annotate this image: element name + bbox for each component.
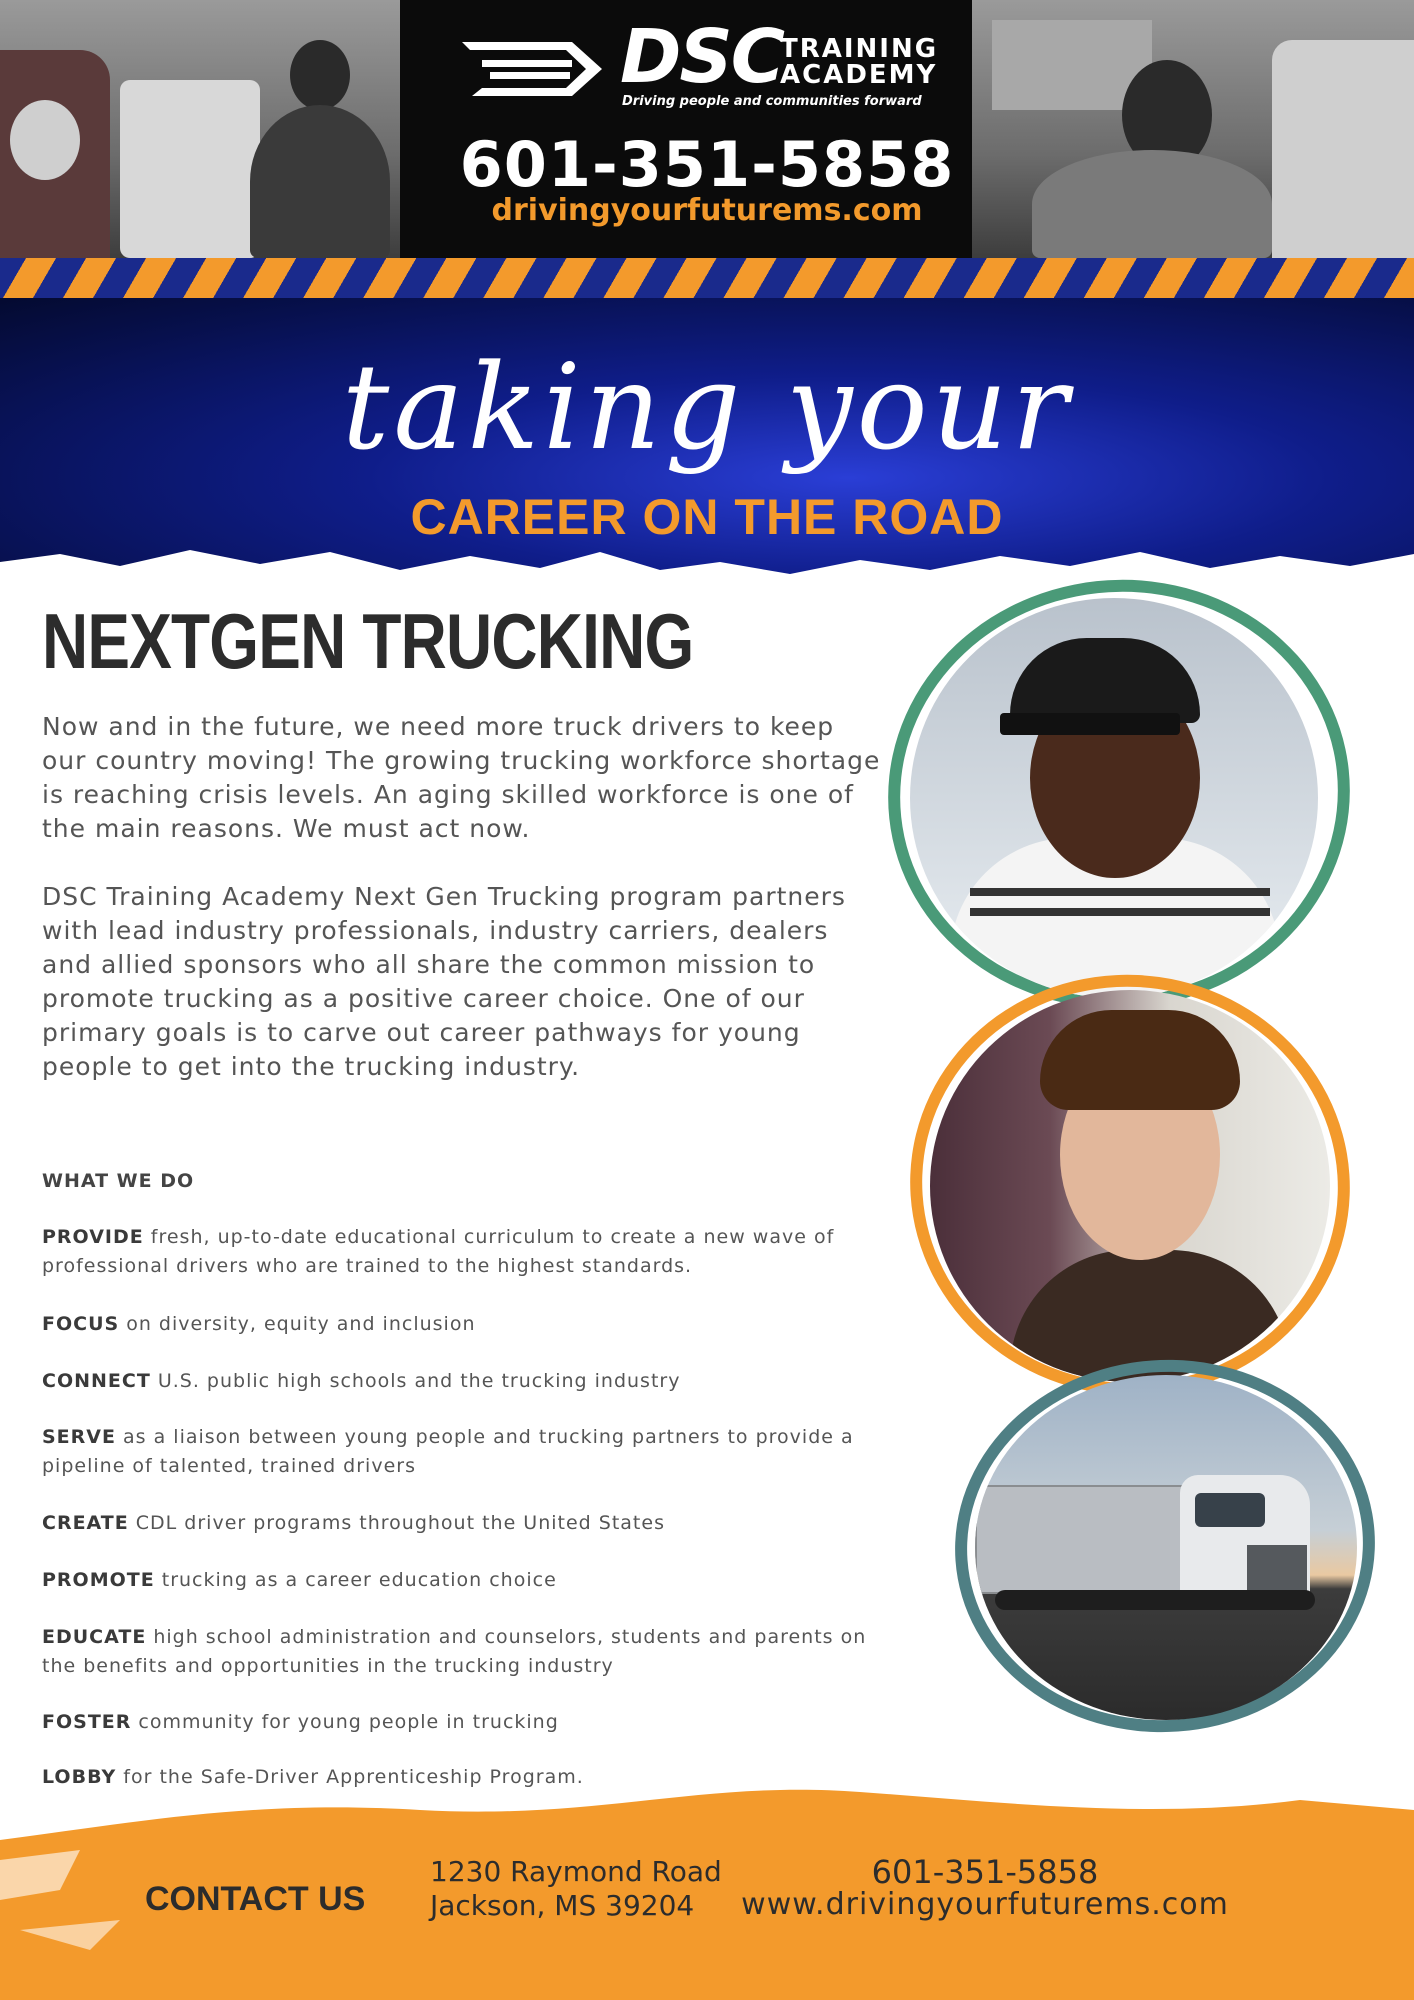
list-item-text: high school administration and counselors, students and parents on the benefits and opportunities in the trucking industry [42, 1626, 867, 1677]
shirt-stripe [970, 888, 1270, 896]
logo-training-word: TRAINING [780, 34, 939, 64]
list-item [42, 1708, 902, 1737]
list-item-text: trucking as a career education choice [154, 1569, 557, 1591]
young-man-cap-photo [910, 598, 1318, 998]
list-item-keyword: EDUCATE [42, 1626, 147, 1648]
banner-script-text: taking your [341, 338, 1073, 476]
list-item [42, 1623, 902, 1681]
list-item-keyword: PROMOTE [42, 1569, 155, 1591]
curly-hair-shape [1040, 1010, 1240, 1110]
list-item-keyword: FOCUS [42, 1313, 120, 1335]
list-item [42, 1367, 902, 1396]
banner-subtitle: CAREER ON THE ROAD [410, 489, 1004, 545]
list-item-keyword: CREATE [42, 1512, 129, 1534]
list-item-text: U.S. public high schools and the trucking industry [150, 1370, 681, 1392]
program-paragraph: DSC Training Academy Next Gen Trucking program partners with lead industry professionals, industry carriers, dealers and allied sponsors who all share the common mission to promote trucking as a positive career choice. One of our primary goals is to carve out career pathways for young people to get into the trucking industry. [42, 882, 846, 1081]
header-phone[interactable]: 601-351-5858 [459, 128, 955, 201]
cap-brim-shape [1000, 713, 1180, 735]
logo-academy-text [780, 36, 938, 88]
list-item [42, 1310, 902, 1339]
young-man-curly-photo [930, 990, 1330, 1382]
page-title: NEXTGEN TRUCKING [42, 597, 694, 685]
header-url[interactable]: drivingyourfuturems.com [491, 193, 923, 228]
list-item-keyword: CONNECT [42, 1370, 151, 1392]
list-item [42, 1223, 902, 1281]
list-item-text: on diversity, equity and inclusion [119, 1313, 476, 1335]
footer-url[interactable]: www.drivingyourfuturems.com [741, 1887, 1229, 1922]
black-cap-shape [1010, 638, 1200, 723]
what-we-do-heading: WHAT WE DO [42, 1170, 195, 1192]
shirt-stripe [970, 908, 1270, 916]
logo-dsc-text: DSC [620, 14, 784, 100]
header-banner [0, 0, 1414, 258]
list-item-text: CDL driver programs throughout the United States [128, 1512, 665, 1534]
list-item-text: community for young people in trucking [131, 1711, 559, 1733]
list-item [42, 1423, 902, 1481]
footer-phone[interactable]: 601-351-5858 [871, 1853, 1099, 1891]
grille-shape [1247, 1545, 1307, 1593]
list-item [42, 1566, 902, 1595]
list-item-keyword: FOSTER [42, 1711, 132, 1733]
intro-paragraph: Now and in the future, we need more truck drivers to keep our country moving! The growing trucking workforce shortage is reaching crisis levels. An aging skilled workforce is one of the main reasons. We must act now. [42, 712, 881, 843]
dsc-logo-arrow-icon [462, 34, 612, 104]
trailer-shape [975, 1485, 1189, 1594]
address-line-1: 1230 Raymond Road [430, 1855, 722, 1888]
list-item [42, 1509, 902, 1538]
list-item-keyword: LOBBY [42, 1766, 117, 1788]
list-item-keyword: PROVIDE [42, 1226, 144, 1248]
list-item-text: fresh, up-to-date educational curriculum to create a new wave of professional drivers who are trained to the highest standards. [42, 1226, 835, 1277]
list-item-keyword: SERVE [42, 1426, 116, 1448]
logo-tagline: Driving people and communities forward [622, 94, 922, 109]
contact-us-label: CONTACT US [145, 1880, 366, 1918]
wheels-shape [995, 1590, 1315, 1610]
logo-academy-word: ACADEMY [780, 60, 938, 90]
hazard-stripe [0, 258, 1414, 298]
windshield-shape [1195, 1493, 1265, 1527]
list-item-text: for the Safe-Driver Apprenticeship Program. [116, 1766, 584, 1788]
list-item-text: as a liaison between young people and trucking partners to provide a pipeline of talented, trained drivers [42, 1426, 854, 1477]
person-face [290, 40, 350, 110]
address-line-2: Jackson, MS 39204 [430, 1889, 695, 1922]
semi-truck-photo [975, 1375, 1357, 1720]
